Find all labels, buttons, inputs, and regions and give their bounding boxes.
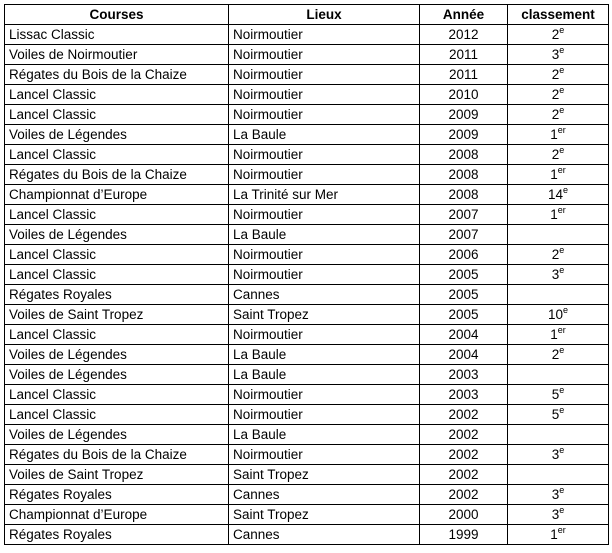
lieu-cell: Noirmoutier <box>229 105 420 125</box>
rank-number: 1 <box>550 207 558 222</box>
rank-suffix: e <box>559 484 565 495</box>
annee-cell: 2012 <box>420 25 508 45</box>
classement-cell <box>508 105 609 125</box>
course-cell: Lancel Classic <box>5 265 229 285</box>
rank-suffix: e <box>559 384 565 395</box>
course-cell: Lancel Classic <box>5 205 229 225</box>
annee-cell: 2002 <box>420 485 508 505</box>
lieu-cell: Noirmoutier <box>229 65 420 85</box>
classement-cell <box>508 65 609 85</box>
lieu-cell: La Baule <box>229 425 420 445</box>
classement-cell <box>508 485 609 505</box>
lieu-cell: Noirmoutier <box>229 85 420 105</box>
rank-suffix: er <box>557 524 566 535</box>
table-row <box>5 345 609 365</box>
course-cell: Voiles de Légendes <box>5 345 229 365</box>
lieu-cell: La Baule <box>229 345 420 365</box>
table-row <box>5 225 609 245</box>
annee-cell: 2007 <box>420 205 508 225</box>
lieu-cell: La Baule <box>229 225 420 245</box>
course-cell: Régates Royales <box>5 525 229 545</box>
table-row <box>5 105 609 125</box>
lieu-cell: Saint Tropez <box>229 505 420 525</box>
table-row <box>5 205 609 225</box>
classement-cell <box>508 525 609 545</box>
classement-cell <box>508 385 609 405</box>
rank-number: 2 <box>551 347 560 362</box>
course-cell: Régates Royales <box>5 285 229 305</box>
rank-suffix: e <box>559 24 565 35</box>
classement-cell <box>508 325 609 345</box>
classement-cell <box>508 245 609 265</box>
annee-cell: 1999 <box>420 525 508 545</box>
rank-suffix: e <box>559 504 565 515</box>
lieu-cell: Noirmoutier <box>229 25 420 45</box>
annee-cell: 2002 <box>420 405 508 425</box>
table-row <box>5 85 609 105</box>
annee-cell: 2008 <box>420 165 508 185</box>
course-cell: Lancel Classic <box>5 145 229 165</box>
annee-cell: 2002 <box>420 465 508 485</box>
annee-cell: 2011 <box>420 65 508 85</box>
table-row <box>5 425 609 445</box>
annee-cell: 2005 <box>420 305 508 325</box>
annee-cell: 2007 <box>420 225 508 245</box>
table-row <box>5 285 609 305</box>
header-classement: classement <box>508 5 609 25</box>
lieu-cell: Noirmoutier <box>229 385 420 405</box>
course-cell: Voiles de Saint Tropez <box>5 465 229 485</box>
classement-cell <box>508 305 609 325</box>
table-row <box>5 185 609 205</box>
rank-suffix: e <box>559 64 565 75</box>
annee-cell: 2008 <box>420 145 508 165</box>
lieu-cell: Saint Tropez <box>229 465 420 485</box>
rank-number: 1 <box>550 527 558 542</box>
annee-cell: 2009 <box>420 125 508 145</box>
lieu-cell: Cannes <box>229 485 420 505</box>
rank-number: 3 <box>551 47 560 62</box>
course-cell: Voiles de Légendes <box>5 425 229 445</box>
rank-number: 1 <box>550 327 558 342</box>
table-row <box>5 365 609 385</box>
table-row <box>5 405 609 425</box>
course-cell: Voiles de Légendes <box>5 365 229 385</box>
table-row <box>5 265 609 285</box>
annee-cell: 2000 <box>420 505 508 525</box>
rank-number: 5 <box>551 407 560 422</box>
lieu-cell: Noirmoutier <box>229 265 420 285</box>
classement-cell <box>508 345 609 365</box>
rank-number: 10 <box>547 307 563 322</box>
header-courses: Courses <box>5 5 229 25</box>
rank-number: 2 <box>551 87 560 102</box>
classement-cell <box>508 285 609 305</box>
rank-number: 2 <box>551 107 560 122</box>
classement-cell <box>508 425 609 445</box>
classement-cell <box>508 405 609 425</box>
table-body <box>5 25 609 545</box>
rank-number: 3 <box>551 507 560 522</box>
table-row <box>5 505 609 525</box>
lieu-cell: La Baule <box>229 365 420 385</box>
course-cell: Lancel Classic <box>5 325 229 345</box>
course-cell: Lancel Classic <box>5 385 229 405</box>
rank-number: 3 <box>551 267 560 282</box>
lieu-cell: Noirmoutier <box>229 145 420 165</box>
lieu-cell: Cannes <box>229 285 420 305</box>
table-row <box>5 445 609 465</box>
classement-cell <box>508 205 609 225</box>
classement-cell <box>508 265 609 285</box>
course-cell: Lancel Classic <box>5 105 229 125</box>
course-cell: Régates du Bois de la Chaize <box>5 445 229 465</box>
lieu-cell: Noirmoutier <box>229 245 420 265</box>
lieu-cell: La Baule <box>229 125 420 145</box>
annee-cell: 2008 <box>420 185 508 205</box>
lieu-cell: Noirmoutier <box>229 445 420 465</box>
rank-suffix: er <box>557 324 566 335</box>
annee-cell: 2011 <box>420 45 508 65</box>
rank-number: 2 <box>551 67 560 82</box>
course-cell: Lancel Classic <box>5 85 229 105</box>
table-row <box>5 325 609 345</box>
course-cell: Voiles de Légendes <box>5 225 229 245</box>
annee-cell: 2002 <box>420 445 508 465</box>
rank-suffix: e <box>559 244 565 255</box>
rank-suffix: e <box>563 304 569 315</box>
rank-number: 1 <box>550 127 558 142</box>
lieu-cell: Noirmoutier <box>229 405 420 425</box>
lieu-cell: Saint Tropez <box>229 305 420 325</box>
classement-cell <box>508 125 609 145</box>
table-row <box>5 385 609 405</box>
course-cell: Voiles de Noirmoutier <box>5 45 229 65</box>
course-cell: Championnat d’Europe <box>5 505 229 525</box>
table-row <box>5 485 609 505</box>
annee-cell: 2003 <box>420 365 508 385</box>
rank-number: 2 <box>551 247 560 262</box>
classement-cell <box>508 165 609 185</box>
header-lieux: Lieux <box>229 5 420 25</box>
lieu-cell: La Trinité sur Mer <box>229 185 420 205</box>
rank-suffix: e <box>559 104 565 115</box>
classement-cell <box>508 225 609 245</box>
classement-cell <box>508 145 609 165</box>
course-cell: Lancel Classic <box>5 405 229 425</box>
classement-cell <box>508 505 609 525</box>
lieu-cell: Noirmoutier <box>229 325 420 345</box>
table-row <box>5 25 609 45</box>
table-row <box>5 525 609 545</box>
annee-cell: 2005 <box>420 285 508 305</box>
classement-cell <box>508 445 609 465</box>
annee-cell: 2002 <box>420 425 508 445</box>
lieu-cell: Cannes <box>229 525 420 545</box>
classement-cell <box>508 85 609 105</box>
results-table <box>4 4 609 545</box>
classement-cell <box>508 365 609 385</box>
table-row <box>5 245 609 265</box>
course-cell: Lancel Classic <box>5 245 229 265</box>
rank-suffix: e <box>559 44 565 55</box>
rank-number: 2 <box>551 27 560 42</box>
lieu-cell: Noirmoutier <box>229 205 420 225</box>
rank-suffix: e <box>559 264 565 275</box>
classement-cell <box>508 25 609 45</box>
rank-number: 14 <box>547 187 563 202</box>
table-row <box>5 65 609 85</box>
annee-cell: 2004 <box>420 325 508 345</box>
course-cell: Régates du Bois de la Chaize <box>5 165 229 185</box>
annee-cell: 2009 <box>420 105 508 125</box>
annee-cell: 2005 <box>420 265 508 285</box>
rank-number: 2 <box>551 147 560 162</box>
course-cell: Championnat d’Europe <box>5 185 229 205</box>
table-row <box>5 45 609 65</box>
rank-number: 3 <box>551 487 560 502</box>
rank-number: 5 <box>551 387 560 402</box>
rank-suffix: e <box>563 184 569 195</box>
lieu-cell: Noirmoutier <box>229 45 420 65</box>
table-row <box>5 465 609 485</box>
lieu-cell: Noirmoutier <box>229 165 420 185</box>
classement-cell <box>508 185 609 205</box>
table-row <box>5 305 609 325</box>
table-row <box>5 145 609 165</box>
rank-suffix: e <box>559 344 565 355</box>
rank-suffix: e <box>559 404 565 415</box>
annee-cell: 2006 <box>420 245 508 265</box>
annee-cell: 2003 <box>420 385 508 405</box>
course-cell: Régates du Bois de la Chaize <box>5 65 229 85</box>
classement-cell <box>508 465 609 485</box>
table-row <box>5 125 609 145</box>
course-cell: Lissac Classic <box>5 25 229 45</box>
header-row <box>5 5 609 25</box>
course-cell: Voiles de Légendes <box>5 125 229 145</box>
rank-suffix: er <box>557 164 566 175</box>
rank-suffix: er <box>557 204 566 215</box>
rank-number: 1 <box>550 167 558 182</box>
rank-suffix: e <box>559 444 565 455</box>
header-annee: Année <box>420 5 508 25</box>
annee-cell: 2004 <box>420 345 508 365</box>
rank-suffix: e <box>559 84 565 95</box>
rank-suffix: er <box>557 124 566 135</box>
course-cell: Régates Royales <box>5 485 229 505</box>
classement-cell <box>508 45 609 65</box>
course-cell: Voiles de Saint Tropez <box>5 305 229 325</box>
rank-suffix: e <box>559 144 565 155</box>
table-row <box>5 165 609 185</box>
rank-number: 3 <box>551 447 560 462</box>
annee-cell: 2010 <box>420 85 508 105</box>
